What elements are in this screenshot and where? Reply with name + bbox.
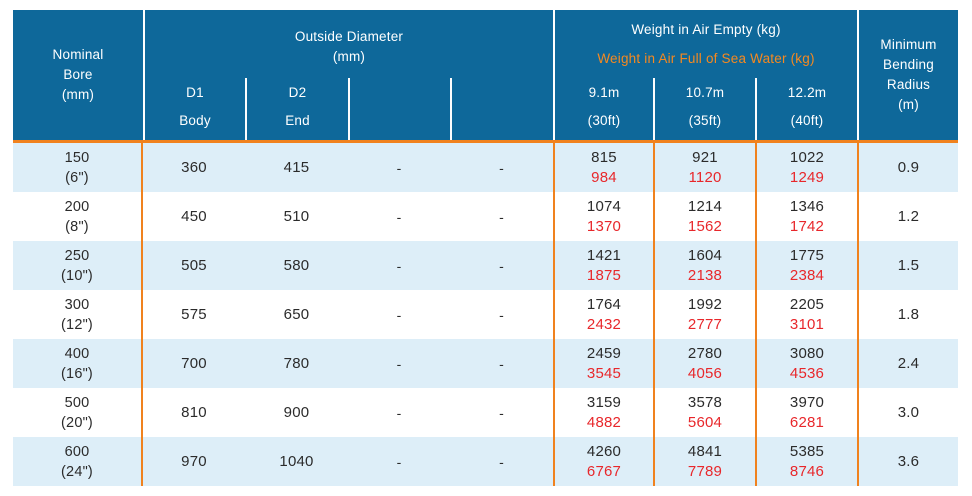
cell-od-extra-1	[348, 241, 450, 290]
d2-value: 415	[283, 159, 310, 176]
subheader-od-extra-2	[450, 78, 553, 140]
d2-value: 510	[283, 208, 310, 225]
cell-d1-body	[143, 290, 245, 339]
dash-value: -	[499, 355, 504, 372]
cell-od-extra-2	[450, 192, 553, 241]
cell-min-bending-radius	[857, 241, 958, 290]
weight-empty-value: 1022	[789, 148, 825, 166]
d1-value: 360	[181, 159, 207, 176]
table-row	[13, 339, 958, 388]
cell-od-extra-2	[450, 388, 553, 437]
cell-d1-body	[143, 437, 245, 486]
cell-weight-30ft	[553, 143, 653, 192]
d2-value: 780	[283, 355, 310, 372]
bore-mm: 200	[64, 198, 90, 215]
weight-empty-value: 3159	[586, 393, 622, 411]
cell-d1-body	[143, 388, 245, 437]
cell-weight-30ft	[553, 241, 653, 290]
weight-full-value: 2384	[789, 266, 825, 284]
subheader-sublabel: (35ft)	[688, 113, 722, 128]
weight-empty-value: 1346	[789, 197, 825, 215]
cell-weight-35ft	[653, 192, 755, 241]
cell-nominal-bore	[13, 143, 143, 192]
radius-value: 1.8	[897, 306, 920, 323]
cell-min-bending-radius	[857, 192, 958, 241]
weight-full-title: Weight in Air Full of Sea Water (kg)	[597, 51, 815, 66]
dash-value: -	[396, 355, 402, 372]
cell-weight-30ft	[553, 437, 653, 486]
cell-od-extra-1	[348, 143, 450, 192]
weight-full-value: 1562	[687, 217, 723, 235]
subheader-d1	[145, 78, 245, 140]
weight-title	[555, 10, 857, 78]
subheader-sublabel: Body	[179, 113, 211, 128]
cell-od-extra-2	[450, 241, 553, 290]
cell-nominal-bore	[13, 290, 143, 339]
weight-empty-value: 2780	[687, 344, 723, 362]
dash-value: -	[396, 208, 402, 225]
bore-inch: (6")	[65, 169, 89, 186]
dash-value: -	[396, 306, 402, 323]
weight-full-value: 8746	[789, 462, 825, 480]
outside-diameter-subheaders	[145, 78, 553, 140]
header-outside-diameter-group	[143, 10, 553, 140]
radius-value: 3.0	[897, 404, 920, 421]
cell-min-bending-radius	[857, 437, 958, 486]
bore-mm: 250	[64, 247, 90, 264]
cell-weight-35ft	[653, 241, 755, 290]
weight-full-value: 4056	[687, 364, 723, 382]
cell-weight-40ft	[755, 290, 857, 339]
header-line: (mm)	[332, 49, 366, 64]
table-row	[13, 290, 958, 339]
d2-value: 650	[283, 306, 310, 323]
cell-weight-30ft	[553, 339, 653, 388]
dash-value: -	[396, 404, 402, 421]
cell-weight-35ft	[653, 339, 755, 388]
cell-weight-40ft	[755, 241, 857, 290]
dash-value: -	[396, 257, 402, 274]
d1-value: 450	[181, 208, 207, 225]
header-weight-group	[553, 10, 857, 140]
weight-full-value: 1875	[586, 266, 622, 284]
subheader-30ft	[555, 78, 653, 140]
weight-subheaders	[555, 78, 857, 140]
cell-od-extra-2	[450, 290, 553, 339]
table-row	[13, 143, 958, 192]
table-row	[13, 192, 958, 241]
cell-od-extra-2	[450, 437, 553, 486]
header-line: Minimum	[880, 37, 937, 52]
radius-value: 2.4	[897, 355, 920, 372]
cell-od-extra-1	[348, 339, 450, 388]
cell-min-bending-radius	[857, 143, 958, 192]
dash-value: -	[499, 257, 504, 274]
subheader-label: D1	[186, 85, 204, 100]
outside-diameter-title	[145, 10, 553, 78]
weight-full-value: 1120	[688, 168, 722, 186]
weight-empty-value: 4841	[687, 442, 723, 460]
cell-weight-30ft	[553, 290, 653, 339]
subheader-label: 10.7m	[685, 85, 725, 100]
cell-d2-end	[245, 437, 348, 486]
d1-value: 970	[181, 453, 207, 470]
weight-empty-value: 1421	[586, 246, 622, 264]
weight-empty-value: 1775	[789, 246, 825, 264]
weight-full-value: 4882	[586, 413, 622, 431]
weight-full-value: 6281	[789, 413, 825, 431]
cell-od-extra-2	[450, 339, 553, 388]
dash-value: -	[499, 208, 504, 225]
cell-d1-body	[143, 192, 245, 241]
cell-weight-30ft	[553, 388, 653, 437]
radius-value: 0.9	[897, 159, 920, 176]
table-body	[13, 143, 958, 486]
cell-nominal-bore	[13, 388, 143, 437]
weight-empty-value: 1604	[687, 246, 723, 264]
weight-empty-title: Weight in Air Empty (kg)	[631, 22, 781, 37]
header-nominal-bore	[13, 10, 143, 140]
header-line: Bore	[63, 67, 93, 82]
subheader-od-extra-1	[348, 78, 450, 140]
header-line: (m)	[898, 97, 919, 112]
bore-inch: (12")	[61, 316, 93, 333]
cell-d1-body	[143, 143, 245, 192]
bore-mm: 150	[64, 149, 90, 166]
radius-value: 3.6	[897, 453, 920, 470]
table-row	[13, 388, 958, 437]
bore-inch: (24")	[61, 463, 93, 480]
spec-table	[13, 10, 958, 486]
weight-full-value: 7789	[687, 462, 723, 480]
weight-full-value: 984	[591, 168, 617, 186]
d1-value: 575	[181, 306, 207, 323]
radius-value: 1.2	[897, 208, 920, 225]
bore-mm: 400	[64, 345, 90, 362]
weight-empty-value: 1074	[586, 197, 622, 215]
weight-empty-value: 815	[591, 148, 617, 166]
subheader-d2	[245, 78, 348, 140]
d1-value: 505	[181, 257, 207, 274]
cell-weight-40ft	[755, 388, 857, 437]
weight-full-value: 2432	[586, 315, 622, 333]
cell-min-bending-radius	[857, 290, 958, 339]
cell-d2-end	[245, 388, 348, 437]
weight-full-value: 5604	[687, 413, 723, 431]
bore-mm: 300	[64, 296, 90, 313]
bore-inch: (16")	[61, 365, 93, 382]
table-header	[13, 10, 958, 140]
cell-od-extra-1	[348, 290, 450, 339]
cell-od-extra-1	[348, 388, 450, 437]
dash-value: -	[499, 159, 504, 176]
header-line: (mm)	[61, 87, 95, 102]
d2-value: 1040	[279, 453, 314, 470]
weight-empty-value: 3080	[789, 344, 825, 362]
cell-weight-30ft	[553, 192, 653, 241]
weight-empty-value: 5385	[789, 442, 825, 460]
subheader-sublabel: (30ft)	[587, 113, 621, 128]
d2-value: 580	[283, 257, 310, 274]
weight-empty-value: 1764	[586, 295, 622, 313]
subheader-label: 12.2m	[787, 85, 827, 100]
dash-value: -	[396, 453, 402, 470]
header-line: Bending	[883, 57, 934, 72]
cell-min-bending-radius	[857, 339, 958, 388]
weight-empty-value: 3578	[687, 393, 723, 411]
cell-d2-end	[245, 143, 348, 192]
subheader-35ft	[653, 78, 755, 140]
d1-value: 810	[181, 404, 207, 421]
weight-empty-value: 2205	[789, 295, 825, 313]
cell-weight-40ft	[755, 339, 857, 388]
cell-weight-40ft	[755, 192, 857, 241]
weight-full-value: 3545	[586, 364, 622, 382]
cell-weight-40ft	[755, 437, 857, 486]
weight-full-value: 2777	[687, 315, 723, 333]
cell-weight-35ft	[653, 143, 755, 192]
d2-value: 900	[283, 404, 310, 421]
header-line: Nominal	[52, 47, 104, 62]
header-line: Outside Diameter	[294, 29, 404, 44]
weight-full-value: 2138	[687, 266, 723, 284]
cell-od-extra-1	[348, 192, 450, 241]
weight-full-value: 1249	[789, 168, 825, 186]
cell-nominal-bore	[13, 339, 143, 388]
cell-d2-end	[245, 241, 348, 290]
bore-inch: (20")	[61, 414, 93, 431]
bore-inch: (10")	[61, 267, 93, 284]
subheader-label: 9.1m	[588, 85, 620, 100]
dash-value: -	[499, 453, 504, 470]
weight-empty-value: 4260	[586, 442, 622, 460]
bore-inch: (8")	[65, 218, 89, 235]
cell-nominal-bore	[13, 241, 143, 290]
cell-weight-35ft	[653, 437, 755, 486]
header-line: Radius	[886, 77, 931, 92]
weight-full-value: 1370	[586, 217, 622, 235]
cell-min-bending-radius	[857, 388, 958, 437]
dash-value: -	[499, 404, 504, 421]
weight-full-value: 1742	[789, 217, 825, 235]
cell-d2-end	[245, 339, 348, 388]
bore-mm: 600	[64, 443, 90, 460]
cell-nominal-bore	[13, 437, 143, 486]
weight-empty-value: 921	[692, 148, 718, 166]
cell-weight-35ft	[653, 290, 755, 339]
cell-d1-body	[143, 241, 245, 290]
table-row	[13, 437, 958, 486]
weight-empty-value: 1992	[687, 295, 723, 313]
radius-value: 1.5	[897, 257, 920, 274]
cell-od-extra-1	[348, 437, 450, 486]
cell-d2-end	[245, 192, 348, 241]
cell-weight-35ft	[653, 388, 755, 437]
cell-nominal-bore	[13, 192, 143, 241]
weight-empty-value: 2459	[586, 344, 622, 362]
bore-mm: 500	[64, 394, 90, 411]
weight-full-value: 4536	[789, 364, 825, 382]
d1-value: 700	[181, 355, 207, 372]
weight-empty-value: 3970	[789, 393, 825, 411]
subheader-sublabel: (40ft)	[790, 113, 824, 128]
cell-d2-end	[245, 290, 348, 339]
cell-od-extra-2	[450, 143, 553, 192]
dash-value: -	[499, 306, 504, 323]
cell-weight-40ft	[755, 143, 857, 192]
header-min-bending-radius	[857, 10, 958, 140]
weight-full-value: 3101	[789, 315, 825, 333]
cell-d1-body	[143, 339, 245, 388]
table-row	[13, 241, 958, 290]
subheader-label: D2	[288, 85, 307, 100]
weight-full-value: 6767	[586, 462, 622, 480]
subheader-40ft	[755, 78, 857, 140]
weight-empty-value: 1214	[687, 197, 723, 215]
dash-value: -	[396, 159, 402, 176]
subheader-sublabel: End	[285, 113, 310, 128]
